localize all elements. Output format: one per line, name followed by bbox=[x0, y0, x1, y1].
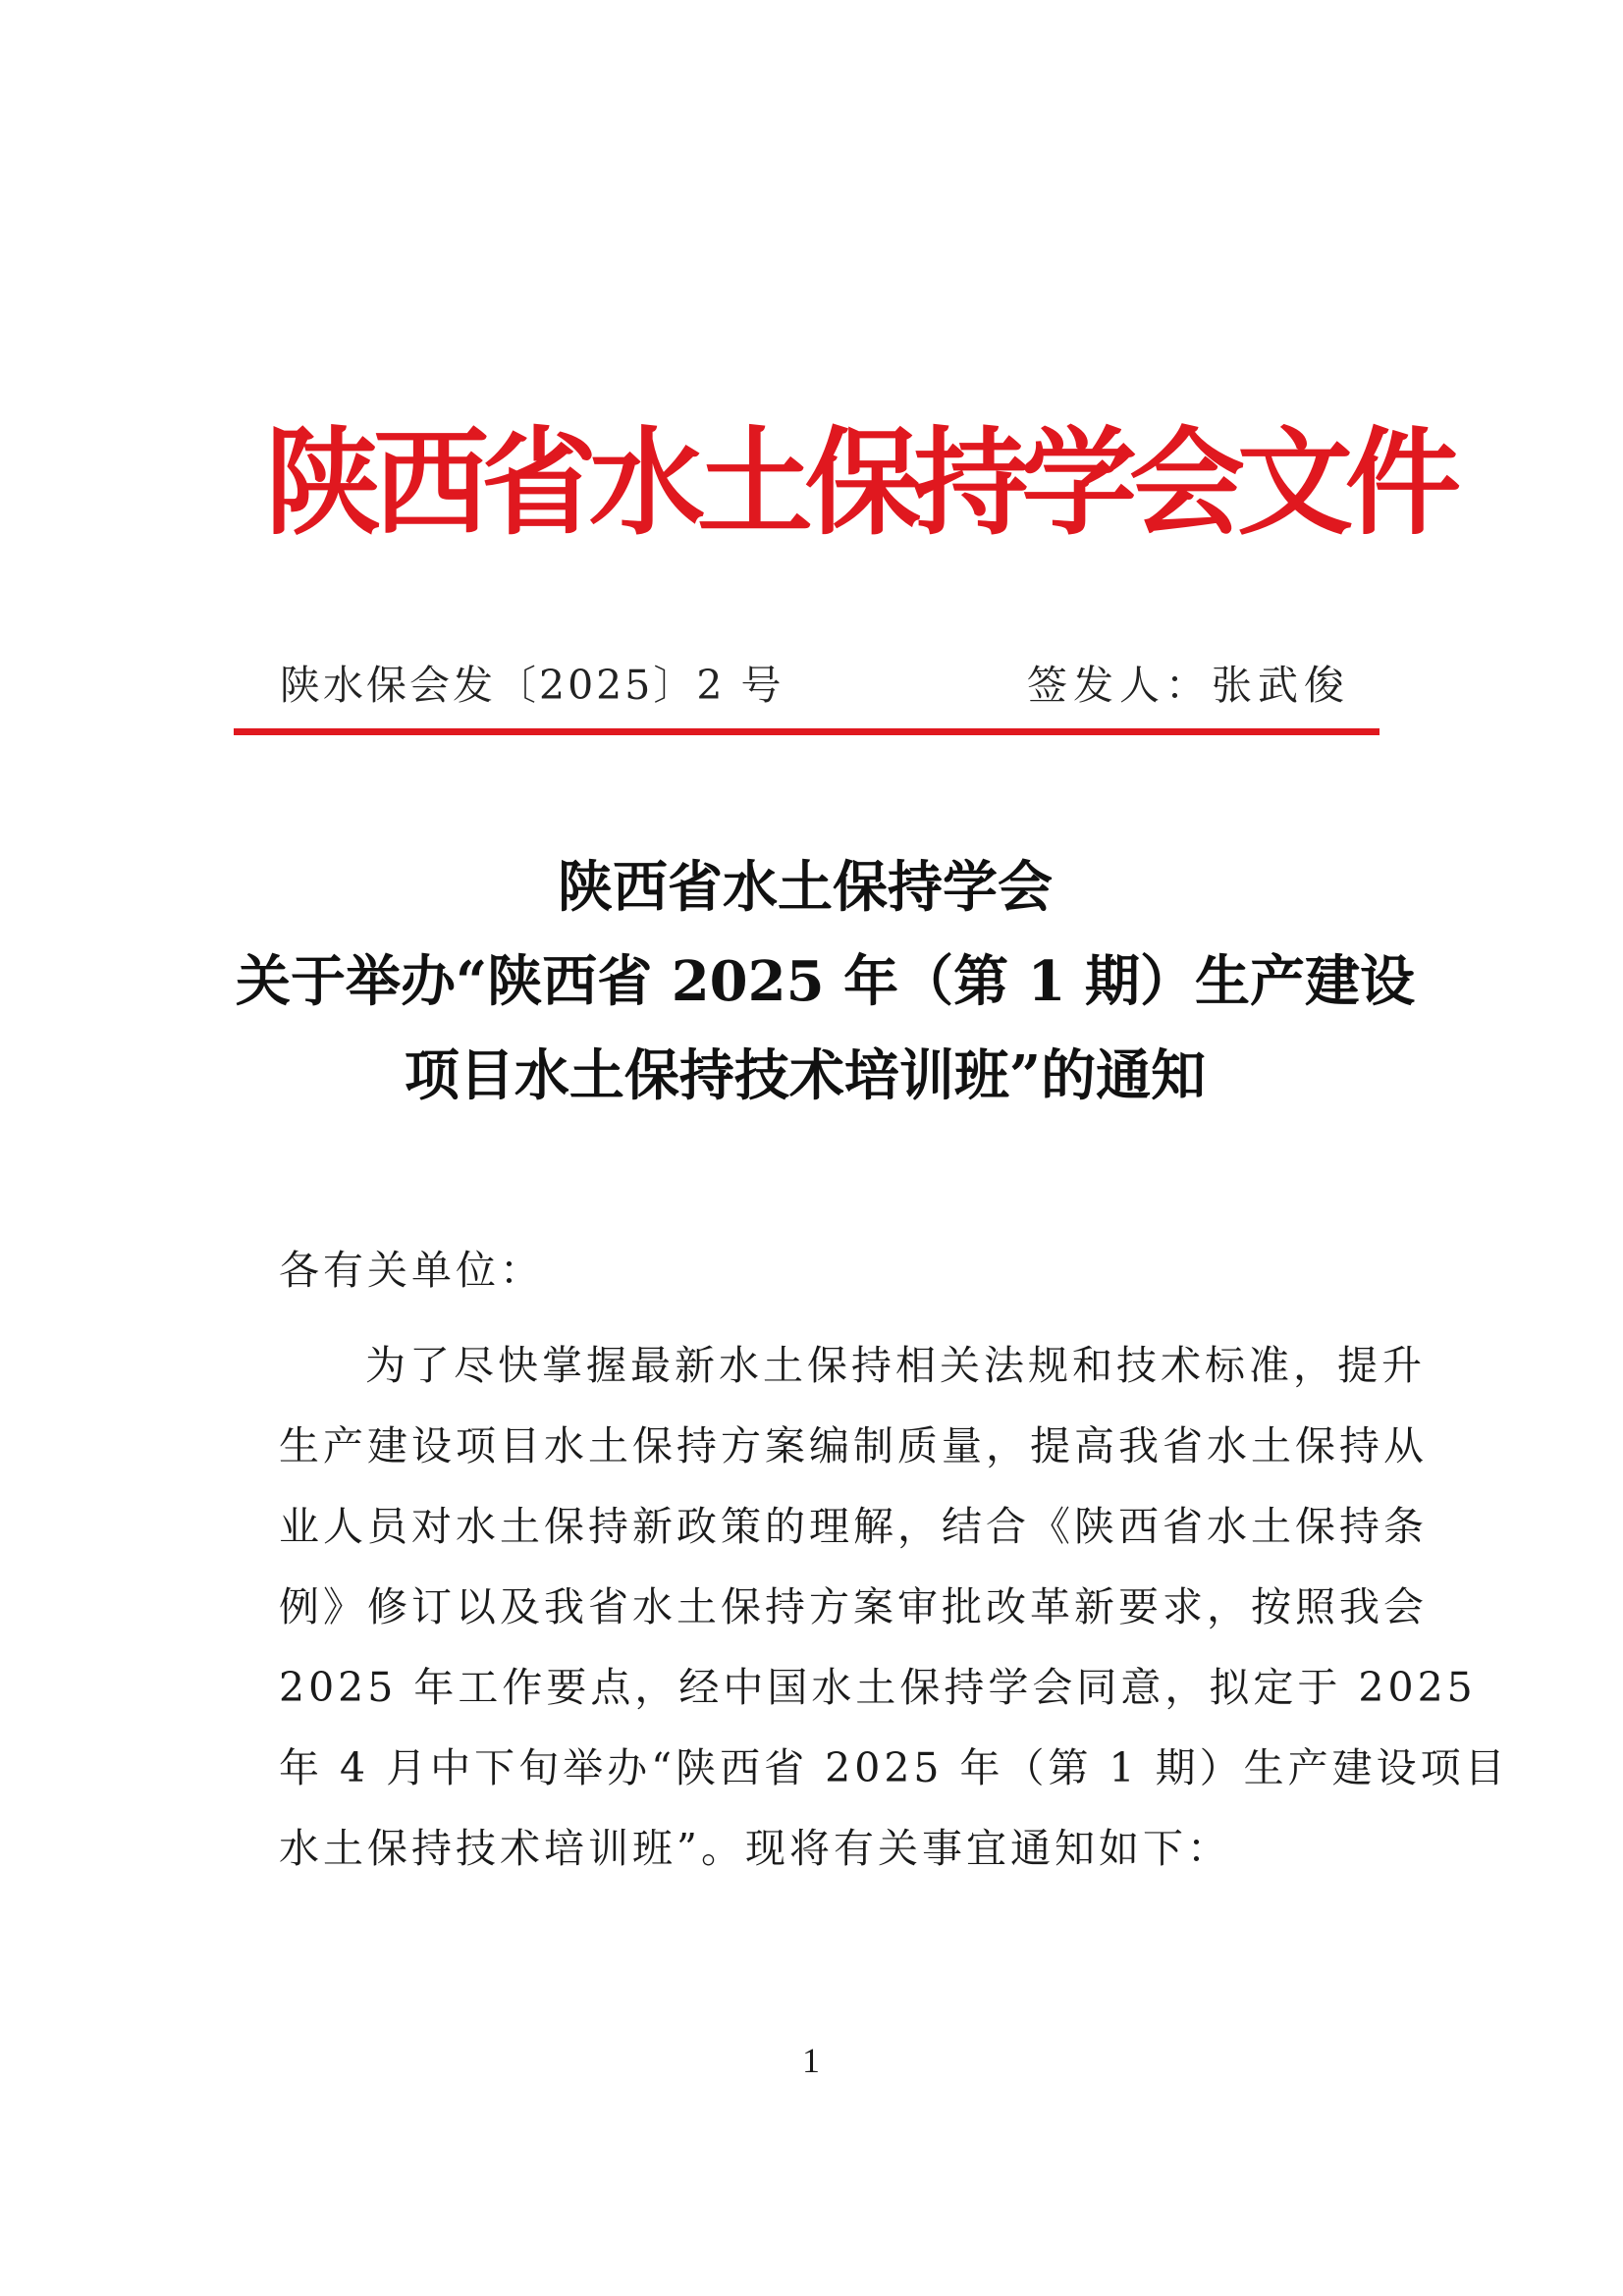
red-divider bbox=[234, 728, 1380, 735]
body-line: 年 4 月中下旬举办“陕西省 2025 年（第 1 期）生产建设项目 bbox=[279, 1744, 1509, 1791]
notice-title-line: 项目水土保持技术培训班”的通知 bbox=[404, 1043, 1207, 1108]
notice-title-line: 关于举办“陕西省 2025 年（第 1 期）生产建设 bbox=[236, 949, 1416, 1014]
document-number: 陕水保会发〔2025〕2 号 bbox=[280, 662, 784, 709]
masthead-char: 会 bbox=[1129, 415, 1246, 551]
body-line: 例》修订以及我省水土保持方案审批改革新要求，按照我会 bbox=[279, 1583, 1428, 1630]
notice-title bbox=[236, 840, 1416, 1123]
masthead-char: 保 bbox=[805, 415, 922, 551]
document-meta-row bbox=[280, 656, 1350, 715]
signer-label: 签发人：张武俊 bbox=[1027, 662, 1350, 709]
body-paragraph bbox=[279, 1325, 1509, 1889]
body-line: 为了尽快掌握最新水土保持相关法规和技术标准，提升 bbox=[365, 1342, 1426, 1389]
body-line: 水土保持技术培训班”。现将有关事宜通知如下： bbox=[279, 1825, 1231, 1872]
masthead-char: 文 bbox=[1237, 415, 1354, 551]
page-number: 1 bbox=[802, 2041, 820, 2080]
masthead-char: 土 bbox=[697, 415, 814, 551]
body-line: 生产建设项目水土保持方案编制质量，提高我省水土保持从 bbox=[279, 1422, 1428, 1469]
notice-title-line: 陕西省水土保持学会 bbox=[558, 855, 1053, 920]
document-masthead bbox=[265, 414, 1462, 552]
masthead-char: 水 bbox=[589, 415, 706, 551]
masthead-char: 件 bbox=[1345, 415, 1462, 551]
body-line: 2025 年工作要点，经中国水土保持学会同意，拟定于 2025 bbox=[279, 1664, 1477, 1711]
masthead-char: 西 bbox=[373, 415, 490, 551]
masthead-char: 陕 bbox=[265, 415, 382, 551]
salutation: 各有关单位： bbox=[279, 1247, 544, 1294]
masthead-char: 学 bbox=[1021, 415, 1138, 551]
masthead-char: 持 bbox=[913, 415, 1030, 551]
masthead-char: 省 bbox=[481, 415, 598, 551]
body-line: 业人员对水土保持新政策的理解，结合《陕西省水土保持条 bbox=[279, 1503, 1428, 1550]
